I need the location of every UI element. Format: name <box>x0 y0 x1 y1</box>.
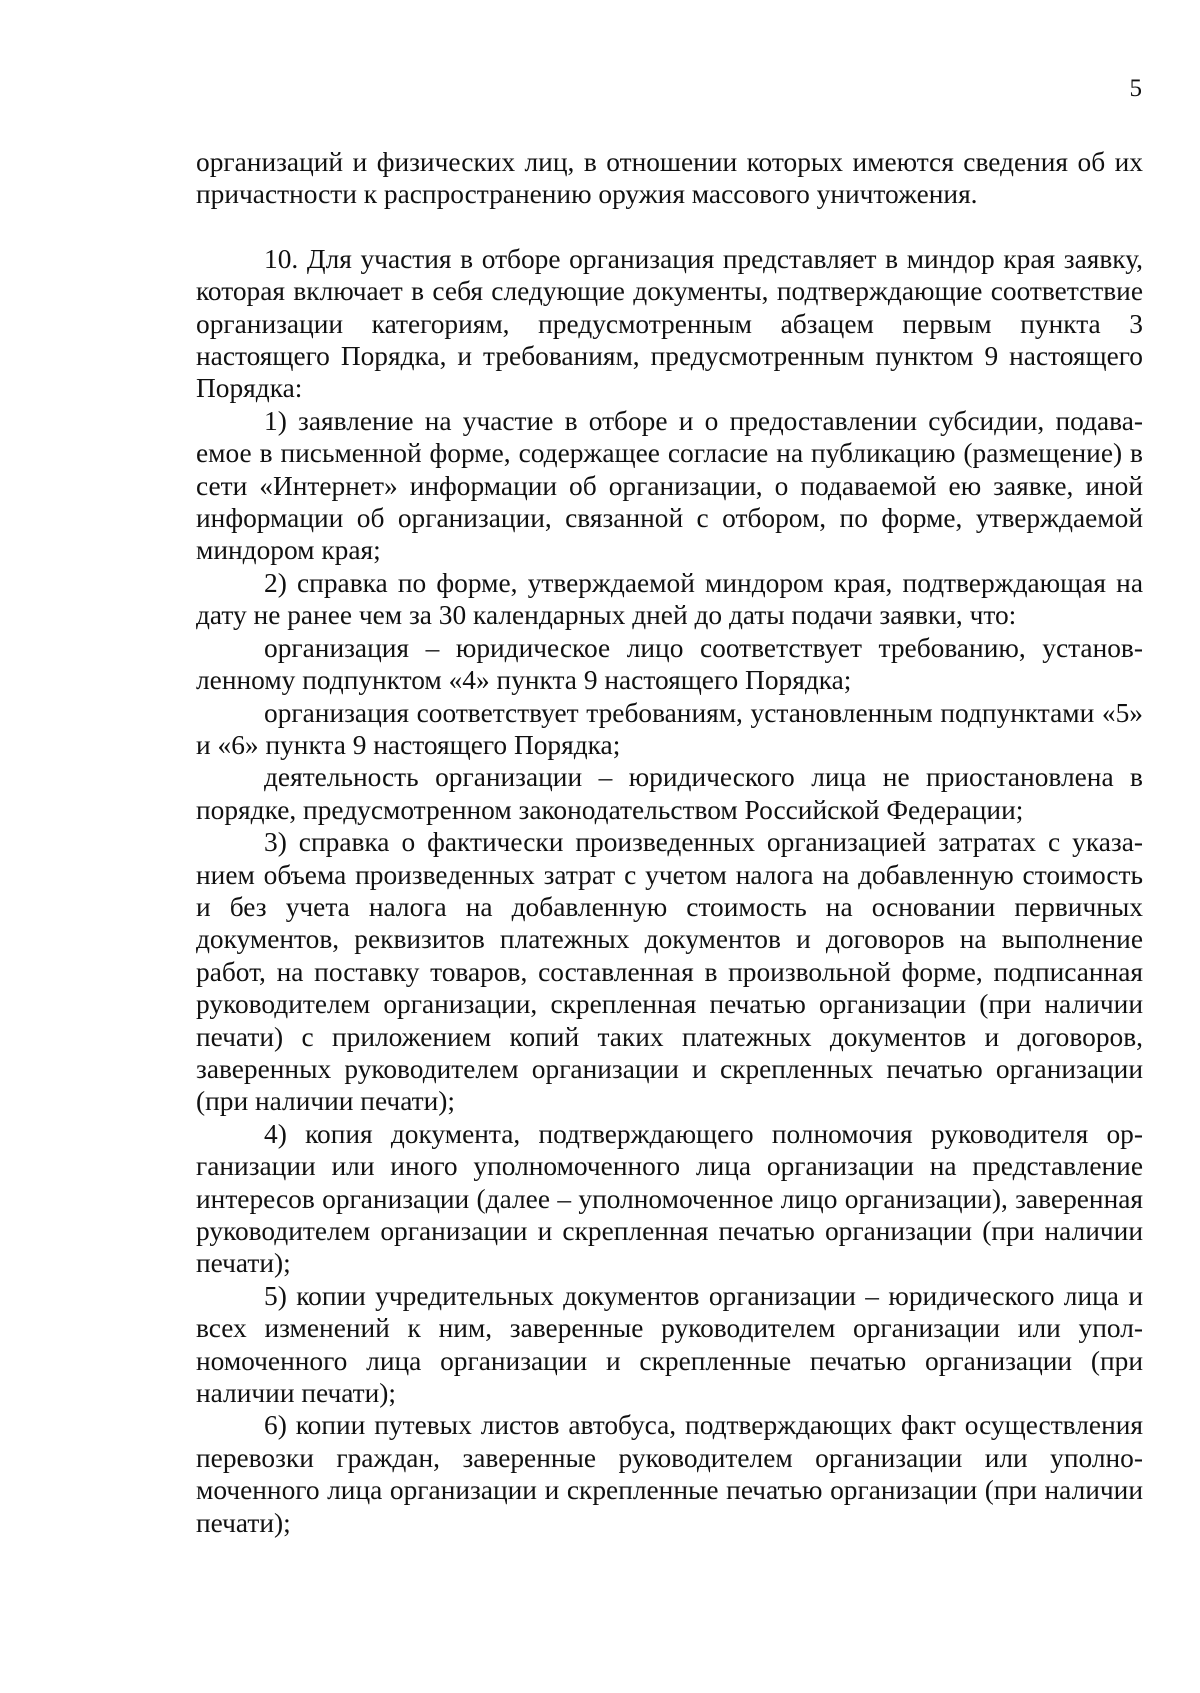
paragraph-continuation: организаций и физических лиц, в отношении которых имеются сведения об их причастности к распространению оружия массового уничтожения. <box>196 147 1143 210</box>
paragraph-item-5: 5) копии учредительных документов организации – юридического лица и всех изменений к ним, заверенные руководителем организации или уполномоченного лица организации и скрепленные печатью организации (при наличии печати); <box>196 1280 1143 1409</box>
paragraph-item-2-sub-3: деятельность организации – юридического лица не приостановлена в порядке, предусмотренном законодательством Российской Федерации; <box>196 762 1143 825</box>
paragraph-item-2-sub-2: организация соответствует требованиям, установленным подпунктами «5» и «6» пункта 9 настоящего Порядка; <box>196 697 1143 760</box>
paragraph-item-2-sub-1: организация – юридическое лицо соответствует требованию, установленному подпунктом «4» пункта 9 настоящего Порядка; <box>196 632 1143 696</box>
paragraph-item-4: 4) копия документа, подтверждающего полномочия руководителя организации или иного уполномоченного лица организации на представление интересов организации (далее – уполномоченное лицо организации), заверенная руководителем организации и скрепленная печатью организации (при наличии печати); <box>196 1118 1143 1279</box>
document-body <box>196 146 1143 1539</box>
paragraph-clause-10: 10. Для участия в отборе организация представляет в миндор края заявку, которая включает в себя следующие документы, подтверждающие соответствие организации категориям, предусмотренным абзацем первым пункта 3 настоящего Порядка, и требованиям, предусмотренным пунктом 9 настоящего Порядка: <box>196 243 1143 404</box>
page-number: 5 <box>1129 75 1142 102</box>
paragraph-item-3: 3) справка о фактически произведенных организацией затратах с указанием объема произведенных затрат с учетом налога на добавленную стоимость и без учета налога на добавленную стоимость на основании первичных документов, реквизитов платежных документов и договоров на выполнение работ, на поставку товаров, составленная в произвольной форме, подписанная руководителем организации, скрепленная печатью организации (при наличии печати) с приложением копий таких платежных документов и договоров, заверенных руководителем организации и скрепленных печатью организации (при наличии печати); <box>196 827 1143 1117</box>
paragraph-item-2: 2) справка по форме, утверждаемой миндором края, подтверждающая на дату не ранее чем за 30 календарных дней до даты подачи заявки, что: <box>196 567 1143 631</box>
paragraph-item-1: 1) заявление на участие в отборе и о предоставлении субсидии, подаваемое в письменной форме, содержащее согласие на публикацию (размещение) в сети «Интернет» информации об организации, о подаваемой ею заявке, иной информации об организации, связанной с отбором, по форме, утверждаемой миндором края; <box>196 405 1143 566</box>
paragraph-item-6: 6) копии путевых листов автобуса, подтверждающих факт осуществления перевозки граждан, заверенные руководителем организации или уполномоченного лица организации и скрепленные печатью организации (при наличии печати); <box>196 1410 1143 1538</box>
